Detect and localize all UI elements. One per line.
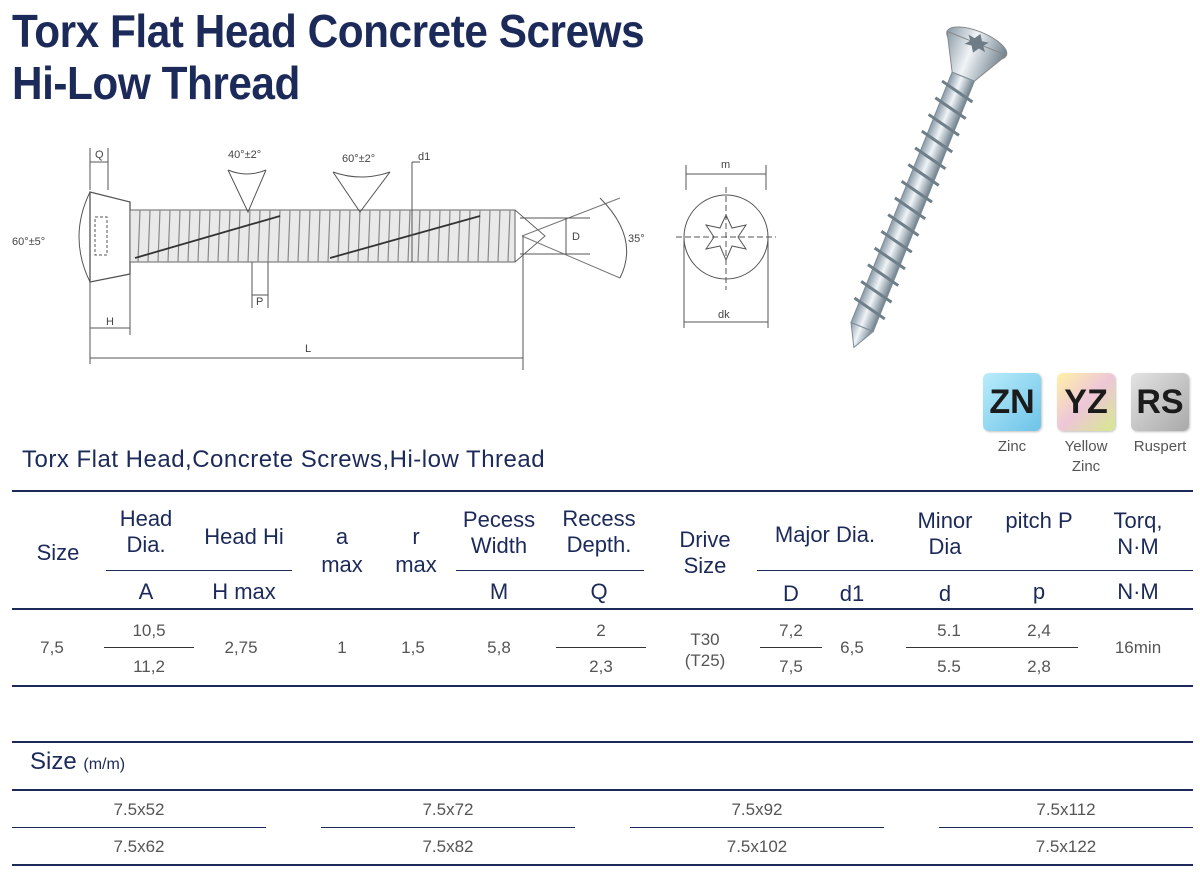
cell-size: 7,5 [40,638,64,657]
header-pitch: pitch P [1005,508,1073,533]
d1-label: d1 [418,151,431,163]
size-value: 7.5x92 [731,800,783,819]
table-header-rule [12,608,1193,610]
page-title: Torx Flat Head Concrete Screws [12,5,645,57]
header-drive-size: Drive Size [679,527,731,578]
cell-drive: T30 [690,630,720,649]
size-value: 7.5x102 [726,837,788,856]
header-major-dia: Major Dia. [774,522,876,547]
size-value: 7.5x62 [113,837,165,856]
cell-pitch-min: 2,4 [1027,621,1051,640]
angle-40-label: 40°±2° [228,149,262,161]
rule [556,647,646,648]
subheader-m: M [489,579,509,604]
head-angle-label: 60°±5° [12,236,46,248]
m-dimension-label: m [721,159,731,171]
size-table-bottom-rule [12,864,1193,866]
cell-pitch-max: 2,8 [1027,657,1051,676]
header-torque: Torq, N·M [1113,508,1163,559]
zinc-coating-badge: ZN [983,373,1041,431]
angle-60-label: 60°±2° [342,153,376,165]
ruspert-label: Ruspert [1133,438,1187,455]
cell-head-dia-max: 11,2 [133,657,165,676]
table-bottom-rule [12,685,1193,687]
header-head-dia: Head Dia. [119,506,173,557]
cell-head-hi: 2,75 [224,638,258,657]
size-value: 7.5x72 [422,800,474,819]
header-minor-dia: Minor Dia [917,508,973,559]
header-r-max: max [395,552,437,577]
subheader-hmax: H max [212,579,276,604]
size-value: 7.5x52 [113,800,165,819]
page-subtitle: Hi-Low Thread [12,57,300,109]
rule [12,827,266,828]
cell-recess-width: 5,8 [487,638,511,657]
header-a-max: max [321,552,363,577]
subheader-d-minor: d [938,581,952,606]
subheader-a: A [138,579,154,604]
cell-major-d-min: 7,2 [779,621,803,640]
header-recess-depth: Recess Depth. [562,506,636,557]
cell-d1: 6,5 [840,638,864,657]
rule [456,570,644,571]
d-dimension-label: D [572,231,580,243]
yellow-zinc-coating-badge: YZ [1057,373,1115,431]
header-head-hi: Head Hi [204,524,284,549]
header-recess-width: Pecess Width [462,507,536,558]
rule [906,647,1078,648]
subheader-q: Q [590,579,608,604]
yellow-zinc-label: Yellow Zinc [1064,438,1108,475]
subheader-p: p [1032,579,1046,604]
cell-minor-d-min: 5.1 [937,621,961,640]
cell-major-d-max: 7,5 [779,657,803,676]
size-value: 7.5x122 [1035,837,1097,856]
cell-torque: 16min [1114,638,1162,657]
screw-technical-drawing [0,140,680,380]
q-dimension-label: Q [95,149,104,161]
rule [757,570,1193,571]
rule [939,827,1193,828]
rule [106,570,292,571]
pitch-label: P [256,296,264,308]
size-table-header-rule [12,789,1193,791]
rule [104,647,194,648]
table-top-rule [12,490,1193,492]
rule [760,647,822,648]
cell-recess-depth-max: 2,3 [589,657,613,676]
subheader-d-major: D [783,581,799,606]
header-size: Size [36,540,80,565]
table-caption: Torx Flat Head,Concrete Screws,Hi-low Thread [22,446,546,473]
rule [321,827,575,828]
size-table-header: Size (m/m) [30,748,126,775]
cell-recess-depth-min: 2 [596,621,606,640]
cell-r: 1,5 [401,638,425,657]
rule [630,827,884,828]
dk-dimension-label: dk [718,309,730,321]
subheader-nm: N·M [1117,579,1159,604]
cell-head-dia-min: 10,5 [132,621,166,640]
size-value: 7.5x112 [1036,800,1096,819]
size-table-top-rule [12,741,1193,743]
zinc-label: Zinc [997,438,1027,455]
size-value: 7.5x82 [422,837,474,856]
torx-head-top-view [666,150,776,340]
cell-drive-alt: (T25) [684,651,726,670]
ruspert-coating-badge: RS [1131,373,1189,431]
screw-product-image [850,20,1050,375]
header-a: a [335,524,349,549]
length-label: L [305,343,312,355]
tip-angle-label: 35° [628,233,645,245]
cell-minor-d-max: 5.5 [937,657,961,676]
subheader-d1: d1 [839,581,865,606]
header-r: r [412,524,420,549]
cell-a: 1 [337,638,347,657]
h-dimension-label: H [106,316,114,328]
